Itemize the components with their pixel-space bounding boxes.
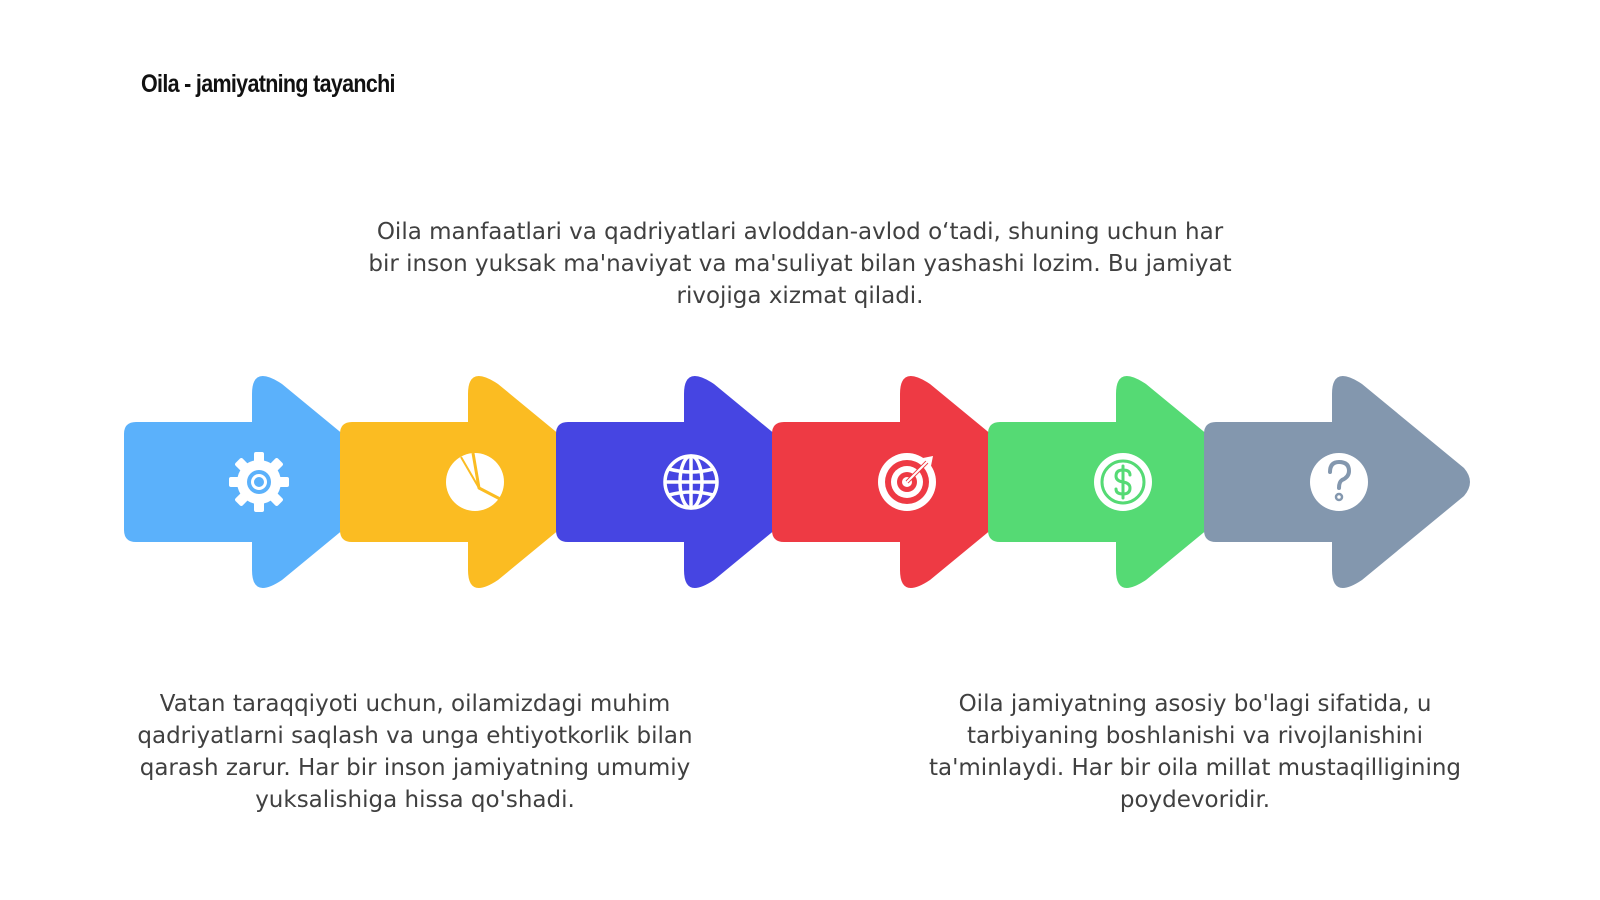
text-bottom-right: Oila jamiyatning asosiy bo'lagi sifatida, u tarbiyaning boshlanishi va rivojlanishini ta'minlaydi. Har bir oila millat mustaqilligining poydevoridir.: [928, 691, 1462, 813]
dollar-coin-icon: [1094, 453, 1152, 511]
gear-icon: [229, 452, 289, 512]
pie-chart-icon: [446, 453, 504, 511]
slide-title: Oila - jamiyatning tayanchi: [141, 70, 395, 98]
globe-icon: [665, 456, 717, 508]
text-bottom-left: Vatan taraqqiyoti uchun, oilamizdagi muhim qadriyatlarni saqlash va unga ehtiyotkorlik bilan qarash zarur. Har bir inson jamiyatning umumiy yuksalishiga hissa qo'shadi.: [137, 691, 693, 813]
question-icon: [1310, 453, 1368, 511]
text-top: Oila manfaatlari va qadriyatlari avloddan-avlod o‘tadi, shuning uchun har bir inson yuksak ma'naviyat va ma'suliyat bilan yashashi lozim. Bu jamiyat rivojiga xizmat qiladi.: [368, 219, 1232, 309]
arrow-step-6: [1204, 376, 1470, 588]
target-icon: [878, 453, 936, 511]
